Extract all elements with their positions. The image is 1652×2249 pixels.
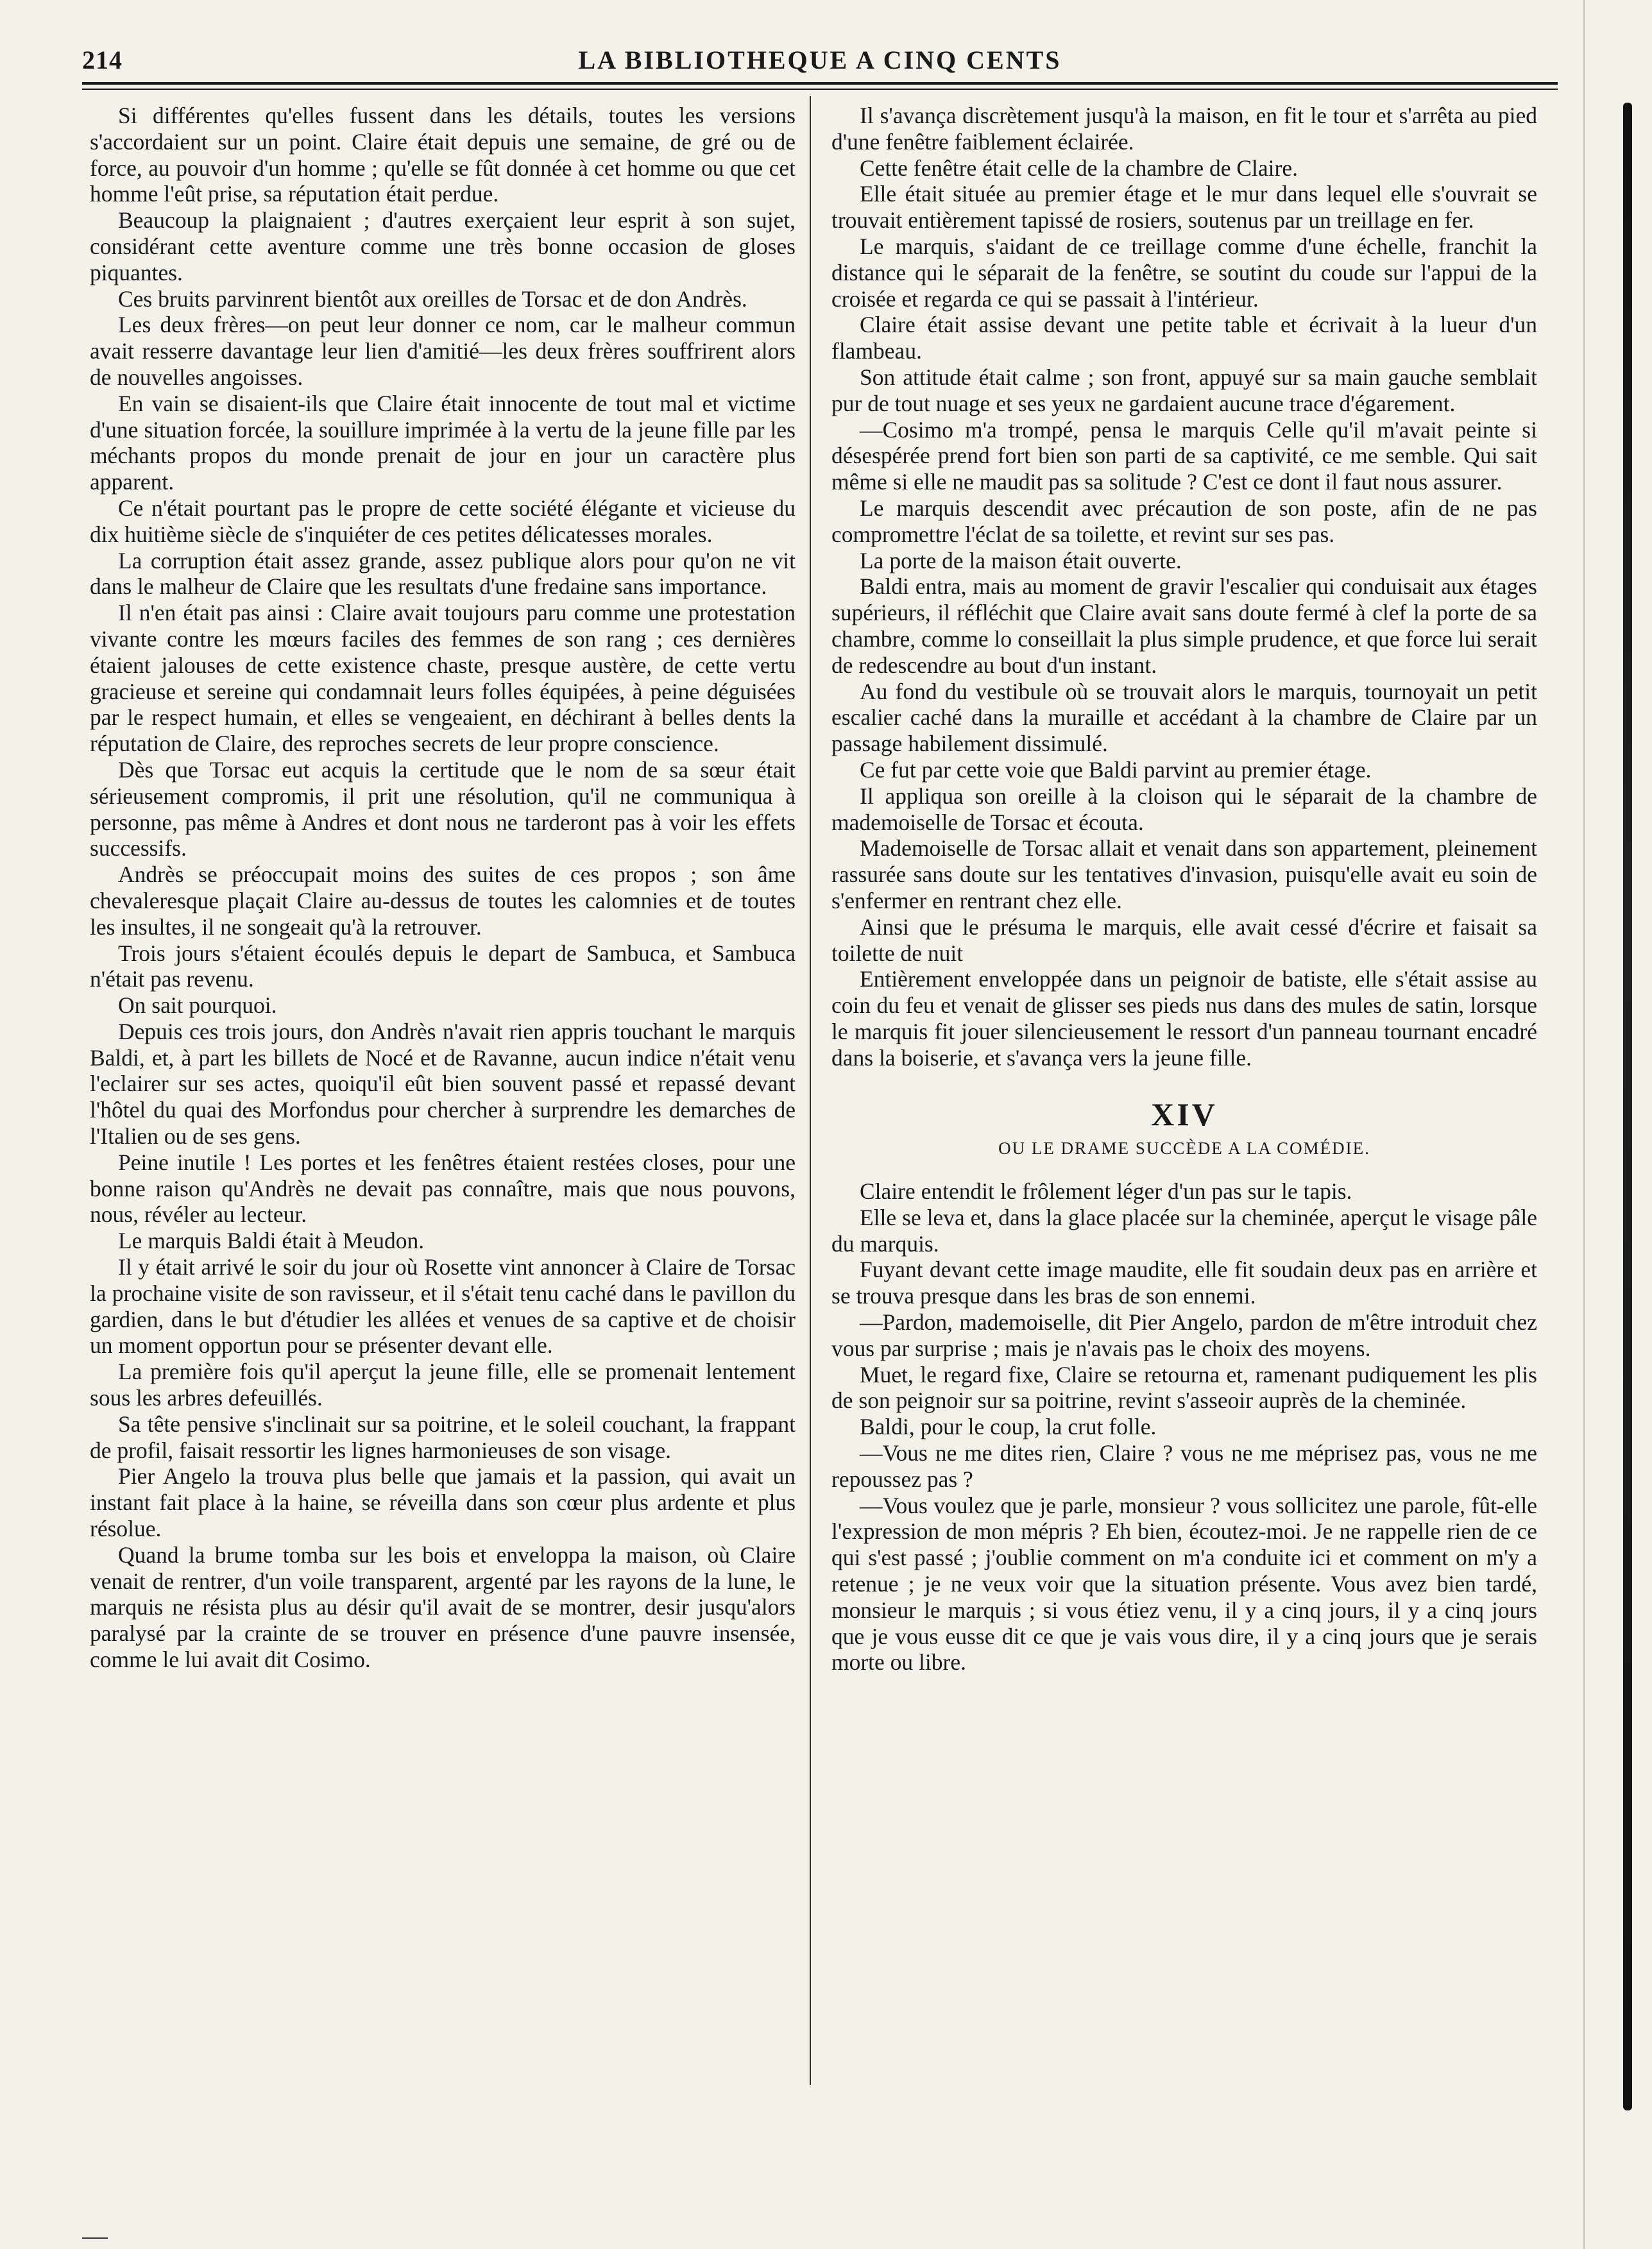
paragraph: Il s'avança discrètement jusqu'à la maison, en fit le tour et s'arrêta au pied d'une fenêtre faiblement éclairée. <box>831 103 1537 155</box>
paragraph: En vain se disaient-ils que Claire était innocente de tout mal et victime d'une situation forcée, la souillure imprimée à la vertu de la jeune fille par les méchants propos du monde prenait de jour en jour un caractère plus apparent. <box>90 390 796 495</box>
paragraph: —Pardon, mademoiselle, dit Pier Angelo, pardon de m'être introduit chez vous par surprise ; mais je n'avais pas le choix des moyens. <box>831 1309 1537 1361</box>
paragraph: Ce n'était pourtant pas le propre de cette société élégante et vicieuse du dix huitième siècle de s'inquiéter de ces petites délicatesses morales. <box>90 495 796 547</box>
paragraph: La première fois qu'il aperçut la jeune fille, elle se promenait lentement sous les arbres defeuillés. <box>90 1359 796 1411</box>
paragraph: Muet, le regard fixe, Claire se retourna et, ramenant pudiquement les plis de son peignoir sur sa poitrine, revint s'asseoir auprès de la cheminée. <box>831 1361 1537 1414</box>
paragraph: La porte de la maison était ouverte. <box>860 547 1182 573</box>
paragraph: Entièrement enveloppée dans un peignoir de batiste, elle s'était assise au coin du feu et venait de glisser ses pieds nus dans des mules de satin, lorsque le marquis fit jouer silencieusement le ressort d'un panneau tournant encadré dans la boiserie, et s'avança vers la jeune fille. <box>831 966 1537 1071</box>
paragraph: Trois jours s'étaient écoulés depuis le depart de Sambuca, et Sambuca n'était pas revenu. <box>90 940 796 992</box>
paragraph: Le marquis descendit avec précaution de son poste, afin de ne pas compromettre l'éclat de sa toilette, et revint sur ses pas. <box>831 495 1537 547</box>
page-header <box>82 45 1558 83</box>
paragraph: Andrès se préoccupait moins des suites de ces propos ; son âme chevaleresque plaçait Claire au-dessus de toutes les calomnies et de toutes les insultes, il ne songeait qu'à la retrouver. <box>90 861 796 940</box>
paragraph: Le marquis, s'aidant de ce treillage comme d'une échelle, franchit la distance qui le séparait de la fenêtre, se soutint du coude sur l'appui de la croisée et regarda ce qui se passait à l'intérieur. <box>831 233 1537 312</box>
running-title: LA BIBLIOTHEQUE A CINQ CENTS <box>578 46 1062 74</box>
paragraph: Au fond du vestibule où se trouvait alors le marquis, tournoyait un petit escalier caché dans la muraille et accédant à la chambre de Claire par un passage habilement dissimulé. <box>831 678 1537 757</box>
paragraph: Beaucoup la plaignaient ; d'autres exerçaient leur esprit à son sujet, considérant cette aventure comme une très bonne occasion de gloses piquantes. <box>90 207 796 285</box>
paragraph: —Vous voulez que je parle, monsieur ? vous sollicitez une parole, fût-elle l'expression de mon mépris ? Eh bien, écoutez-moi. Je ne rappelle rien de ce qui s'est passé ; j'oublie comment on m'a conduite ici et comment on m'y a retenue ; je ne veux voir que la situation présente. Vous avez bien tardé, monsieur le marquis ; si vous étiez venu, il y a cinq jours, il y a cinq jours que je vous eusse dit ce que je vais vous dire, il y a cinq jours que je serais morte ou libre. <box>831 1492 1537 1676</box>
paragraph: On sait pourquoi. <box>118 992 277 1019</box>
paragraph: Elle était située au premier étage et le mur dans lequel elle s'ouvrait se trouvait entièrement tapissé de rosiers, soutenus par un treillage en fer. <box>831 181 1537 233</box>
paragraph: La corruption était assez grande, assez publique alors pour qu'on ne vit dans le malheur de Claire que les resultats d'une fredaine sans importance. <box>90 547 796 600</box>
header-rule <box>82 82 1558 85</box>
paragraph: —Cosimo m'a trompé, pensa le marquis Celle qu'il m'avait peinte si désespérée prend fort bien son parti de sa captivité, ce me semble. Qui sait même si elle ne maudit pas sa solitude ? C'est ce dont il faut nous assurer. <box>831 416 1537 495</box>
header-rule-thin <box>82 89 1558 90</box>
paragraph: Cette fenêtre était celle de la chambre de Claire. <box>860 155 1298 181</box>
paragraph: Depuis ces trois jours, don Andrès n'avait rien appris touchant le marquis Baldi, et, à part les billets de Nocé et de Ravanne, aucun indice n'était venu l'eclairer sur ses actes, quoiqu'il eût bien souvent passé et repassé devant l'hôtel du quai des Morfondus pour chercher à surprendre les demarches de l'Italien ou de ses gens. <box>90 1018 796 1150</box>
paragraph: Claire entendit le frôlement léger d'un pas sur le tapis. <box>860 1178 1352 1205</box>
paragraph: Son attitude était calme ; son front, appuyé sur sa main gauche semblait pur de tout nuage et ses yeux ne gardaient aucune trace d'égarement. <box>831 364 1537 416</box>
paragraph: Il n'en était pas ainsi : Claire avait toujours paru comme une protestation vivante contre les mœurs faciles des femmes de son rang ; ces dernières étaient jalouses de cette existence chaste, presque austère, de cette vertu gracieuse et sereine qui condamnait leurs folles équipées, à peine déguisées par le respect humain, et elles se vengeaient, en déchirant à belles dents la réputation de Claire, des reproches secrets de leur propre conscience. <box>90 600 796 757</box>
paragraph: Pier Angelo la trouva plus belle que jamais et la passion, qui avait un instant fait place à la haine, se réveilla dans son cœur plus ardente et plus résolue. <box>90 1463 796 1542</box>
paragraph: Ce fut par cette voie que Baldi parvint au premier étage. <box>860 756 1372 783</box>
page-edge-line <box>1583 0 1585 2249</box>
paragraph: Peine inutile ! Les portes et les fenêtres étaient restées closes, pour une bonne raison qu'Andrès ne devait pas connaître, mais que nous pouvons, nous, révéler au lecteur. <box>90 1149 796 1228</box>
paragraph: Fuyant devant cette image maudite, elle fit soudain deux pas en arrière et se trouva presque dans les bras de son ennemi. <box>831 1257 1537 1309</box>
paragraph: Ainsi que le présuma le marquis, elle avait cessé d'écrire et faisait sa toilette de nuit <box>831 913 1537 966</box>
paragraph: Sa tête pensive s'inclinait sur sa poitrine, et le soleil couchant, la frappant de profil, faisait ressortir les lignes harmonieuses de son visage. <box>90 1411 796 1463</box>
paragraph: Si différentes qu'elles fussent dans les détails, toutes les versions s'accordaient sur un point. Claire était depuis une semaine, de gré ou de force, au pouvoir d'un homme ; qu'elle se fût donnée à cet homme ou que cet homme l'eût prise, sa réputation était perdue. <box>90 103 796 207</box>
paragraph: Baldi entra, mais au moment de gravir l'escalier qui conduisait aux étages supérieurs, il réfléchit que Claire avait sans doute fermé à clef la porte de sa chambre, comme lo conseillait la plus simple prudence, et que force lui serait de redescendre au bout d'un instant. <box>831 573 1537 678</box>
bottom-mark <box>82 2237 108 2239</box>
paragraph: Ces bruits parvinrent bientôt aux oreilles de Torsac et de don Andrès. <box>118 285 747 312</box>
paragraph: Mademoiselle de Torsac allait et venait dans son appartement, pleinement rassurée sans doute sur les tentatives d'invasion, puisqu'elle avait eu soin de s'enfermer en rentrant chez elle. <box>831 835 1537 913</box>
right-column <box>831 103 1537 1676</box>
paragraph: Le marquis Baldi était à Meudon. <box>118 1228 425 1254</box>
paragraph: Elle se leva et, dans la glace placée sur la cheminée, aperçut le visage pâle du marquis. <box>831 1204 1537 1257</box>
paragraph: —Vous ne me dites rien, Claire ? vous ne me méprisez pas, vous ne me repoussez pas ? <box>831 1440 1537 1492</box>
paragraph: Les deux frères—on peut leur donner ce nom, car le malheur commun avait resserre davantage leur lien d'amitié—les deux frères souffrirent alors de nouvelles angoisses. <box>90 312 796 390</box>
paragraph: Il y était arrivé le soir du jour où Rosette vint annoncer à Claire de Torsac la prochaine visite de son ravisseur, et il s'était tenu caché dans le pavillon du gardien, dans le but d'étudier les allées et venues de sa captive et de choisir un moment opportun pour se présenter devant elle. <box>90 1254 796 1359</box>
chapter-title: OU LE DRAME SUCCÈDE A LA COMÉDIE. <box>998 1139 1370 1158</box>
paragraph: Il appliqua son oreille à la cloison qui le séparait de la chambre de mademoiselle de Torsac et écouta. <box>831 783 1537 835</box>
chapter-number: XIV <box>1151 1096 1218 1133</box>
paragraph: Dès que Torsac eut acquis la certitude que le nom de sa sœur était sérieusement compromis, il prit une résolution, qu'il ne communiqua à personne, pas même à Andres et dont nous ne tarderont pas à voir les effets successifs. <box>90 756 796 861</box>
left-column <box>90 103 796 1673</box>
paragraph: Claire était assise devant une petite table et écrivait à la lueur d'un flambeau. <box>831 312 1537 364</box>
page-number: 214 <box>82 46 123 74</box>
paragraph: Baldi, pour le coup, la crut folle. <box>860 1414 1157 1440</box>
column-divider <box>810 96 811 2085</box>
paragraph: Quand la brume tomba sur les bois et enveloppa la maison, où Claire venait de rentrer, d'un voile transparent, argenté par les rayons de la lune, le marquis ne résista plus au désir qu'il avait de se montrer, desir jusqu'alors paralysé par la crainte de se trouver en présence d'une pauvre insensée, comme le lui avait dit Cosimo. <box>90 1541 796 1673</box>
binding-edge-shadow <box>1623 103 1632 2110</box>
